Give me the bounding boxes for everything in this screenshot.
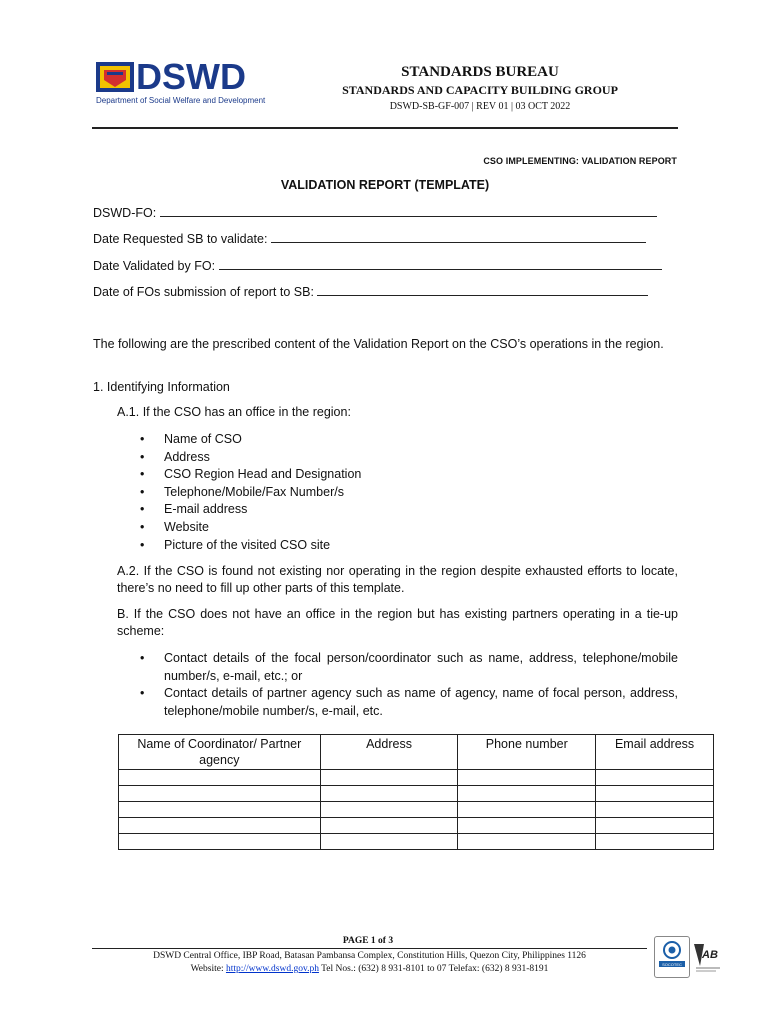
page-number: PAGE 1 of 3	[342, 936, 394, 946]
form-code: DSWD-SB-GF-007 | REV 01 | 03 OCT 2022	[389, 101, 571, 112]
website-label: Website:	[190, 964, 224, 974]
document-title: VALIDATION REPORT (TEMPLATE)	[280, 178, 490, 192]
footer-address: DSWD Central Office, IBP Road, Batasan Pambansa Complex, Constitution Hills, Quezon City, Philippines 1126	[153, 951, 586, 961]
table-cell[interactable]	[320, 770, 458, 786]
table-cell[interactable]	[596, 770, 714, 786]
badge-text: AB	[702, 949, 718, 961]
column-header: Phone number	[458, 735, 596, 770]
badge-text: SOCOTEC	[662, 962, 682, 967]
a1-list	[140, 431, 678, 554]
list-item: • Telephone/Mobile/Fax Number/s	[140, 484, 678, 502]
list-item: • CSO Region Head and Designation	[140, 466, 678, 484]
list-item: • Website	[140, 519, 678, 537]
field-label: Date Validated by FO:	[93, 259, 216, 273]
table-cell[interactable]	[320, 786, 458, 802]
table-cell[interactable]	[320, 818, 458, 834]
table-row	[119, 834, 714, 850]
table-cell[interactable]	[458, 834, 596, 850]
b-list	[140, 650, 678, 720]
table-cell[interactable]	[119, 818, 321, 834]
logo-subtitle: Department of Social Welfare and Development	[96, 96, 266, 105]
table-cell[interactable]	[119, 834, 321, 850]
field-date-submission	[93, 284, 648, 299]
table-header-row	[119, 735, 714, 770]
table-cell[interactable]	[596, 786, 714, 802]
subsection-b: B. If the CSO does not have an office in the region but has existing partners operating in a tie-up scheme:	[117, 607, 678, 638]
table-cell[interactable]	[596, 818, 714, 834]
list-item: • Contact details of the focal person/coordinator such as name, address, telephone/mobile number/s, e-mail, etc.; or	[140, 650, 678, 685]
header-divider	[92, 127, 678, 129]
jab-logo-icon	[690, 936, 724, 976]
field-label: Date of FOs submission of report to SB:	[93, 285, 314, 299]
table-row	[119, 802, 714, 818]
table-cell[interactable]	[458, 786, 596, 802]
fill-line[interactable]	[160, 205, 657, 217]
field-date-requested	[93, 231, 646, 246]
fill-line[interactable]	[271, 231, 646, 243]
footer-divider	[92, 948, 647, 949]
list-item: • Picture of the visited CSO site	[140, 537, 678, 555]
column-header: Name of Coordinator/ Partner agency	[119, 735, 321, 770]
group-title: STANDARDS AND CAPACITY BUILDING GROUP	[342, 83, 618, 97]
field-label: DSWD-FO:	[93, 206, 157, 220]
section-label: CSO IMPLEMENTING: VALIDATION REPORT	[483, 156, 677, 166]
table-row	[119, 770, 714, 786]
subsection-a2: A.2. If the CSO is found not existing nor operating in the region despite exhausted efforts to locate, there’s no need to fill up other parts of this template.	[117, 564, 678, 595]
dswd-emblem-icon	[96, 62, 134, 92]
field-dswd-fo	[93, 205, 657, 220]
accreditation-icon	[690, 936, 724, 976]
table-cell[interactable]	[458, 818, 596, 834]
field-label: Date Requested SB to validate:	[93, 232, 268, 246]
table-row	[119, 786, 714, 802]
subsection-a1: A.1. If the CSO has an office in the region:	[117, 405, 351, 419]
list-item: • E-mail address	[140, 501, 678, 519]
table-cell[interactable]	[596, 802, 714, 818]
logo-text: DSWD	[136, 56, 246, 97]
socotec-logo-icon	[655, 937, 689, 977]
column-header: Address	[320, 735, 458, 770]
socotec-certification-icon	[654, 936, 690, 978]
list-item: • Name of CSO	[140, 431, 678, 449]
field-date-validated	[93, 258, 662, 273]
table-cell[interactable]	[119, 770, 321, 786]
column-header: Email address	[596, 735, 714, 770]
dswd-logo	[96, 56, 266, 106]
table-cell[interactable]	[458, 770, 596, 786]
website-link[interactable]: http://www.dswd.gov.ph	[225, 964, 319, 974]
section-heading: 1. Identifying Information	[93, 380, 230, 394]
contacts-table	[118, 734, 714, 850]
table-cell[interactable]	[320, 834, 458, 850]
list-item: • Contact details of partner agency such as name of agency, name of focal person, address, telephone/mobile number/s, e-mail, etc.	[140, 685, 678, 720]
table-cell[interactable]	[596, 834, 714, 850]
table-cell[interactable]	[119, 786, 321, 802]
fill-line[interactable]	[219, 258, 662, 270]
table-cell[interactable]	[119, 802, 321, 818]
table-cell[interactable]	[320, 802, 458, 818]
intro-paragraph: The following are the prescribed content of the Validation Report on the CSO’s operations in the region.	[93, 337, 664, 351]
phone-numbers: Tel Nos.: (632) 8 931-8101 to 07 Telefax: (632) 8 931-8191	[321, 964, 549, 974]
table-row	[119, 818, 714, 834]
table-cell[interactable]	[458, 802, 596, 818]
org-title: STANDARDS BUREAU	[401, 64, 559, 80]
list-item: • Address	[140, 449, 678, 467]
fill-line[interactable]	[317, 284, 648, 296]
footer-contact	[92, 964, 647, 974]
